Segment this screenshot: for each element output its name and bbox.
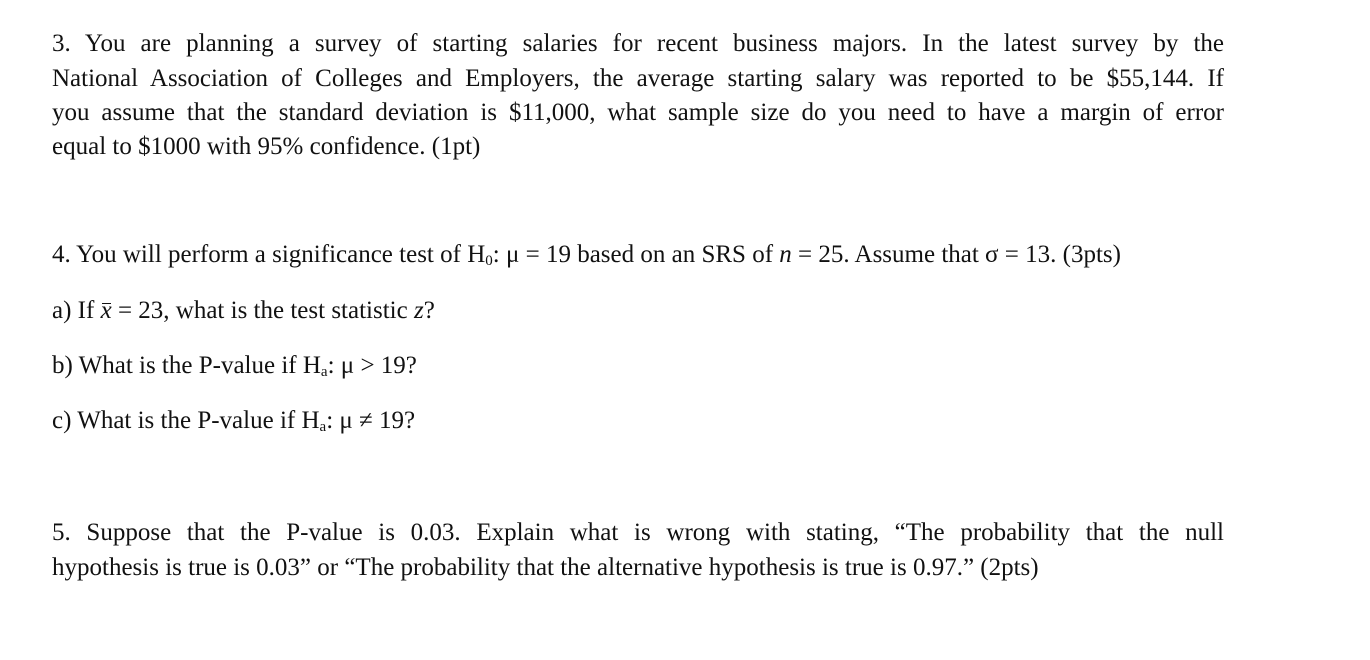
q4-part-a-middle: = 23, what is the test statistic — [111, 297, 414, 324]
q4-intro — [52, 241, 1121, 269]
q4-part-b — [52, 352, 417, 380]
q4-part-a — [52, 297, 435, 325]
q4-part-c — [52, 407, 415, 435]
q5-line-2: hypothesis is true is 0.03” or “The probability that the alternative hypothesis is true is 0.97.” (2pts) — [52, 554, 1039, 581]
q4-part-a-prefix: a) If — [52, 297, 101, 324]
q4-z-symbol: z — [413, 297, 424, 324]
q4-intro-text-b: : μ = 19 based on an SRS of — [492, 241, 780, 268]
q3-line-1: 3. You are planning a survey of starting salaries for recent business majors. In the latest survey by the — [52, 30, 1224, 57]
q5-line-1: 5. Suppose that the P-value is 0.03. Explain what is wrong with stating, “The probability that the null — [52, 519, 1224, 546]
q4-part-b-prefix: b) What is the P-value if H — [52, 352, 321, 379]
q4-part-b-subscript: a — [320, 364, 328, 380]
q4-part-c-subscript: a — [319, 419, 327, 435]
q4-part-c-prefix: c) What is the P-value if H — [52, 407, 320, 434]
q4-null-subscript: 0 — [485, 253, 493, 269]
q4-intro-text-a: 4. You will perform a significance test of H — [52, 241, 486, 268]
q4-intro-text-c: = 25. Assume that σ = 13. (3pts) — [791, 241, 1121, 268]
q3-line-2: National Association of Colleges and Employers, the average starting salary was reported to be $55,144. If — [52, 65, 1224, 92]
q4-part-b-suffix: : μ > 19? — [327, 352, 417, 379]
q4-part-a-end: ? — [423, 297, 435, 324]
q3-line-4: equal to $1000 with 95% confidence. (1pt) — [52, 133, 481, 160]
q4-part-c-suffix: : μ ≠ 19? — [326, 407, 416, 434]
q4-n-symbol: n — [779, 241, 792, 268]
q3-line-3: you assume that the standard deviation is $11,000, what sample size do you need to have a margin of error — [52, 99, 1224, 126]
q4-xbar-symbol: x — [100, 297, 112, 324]
